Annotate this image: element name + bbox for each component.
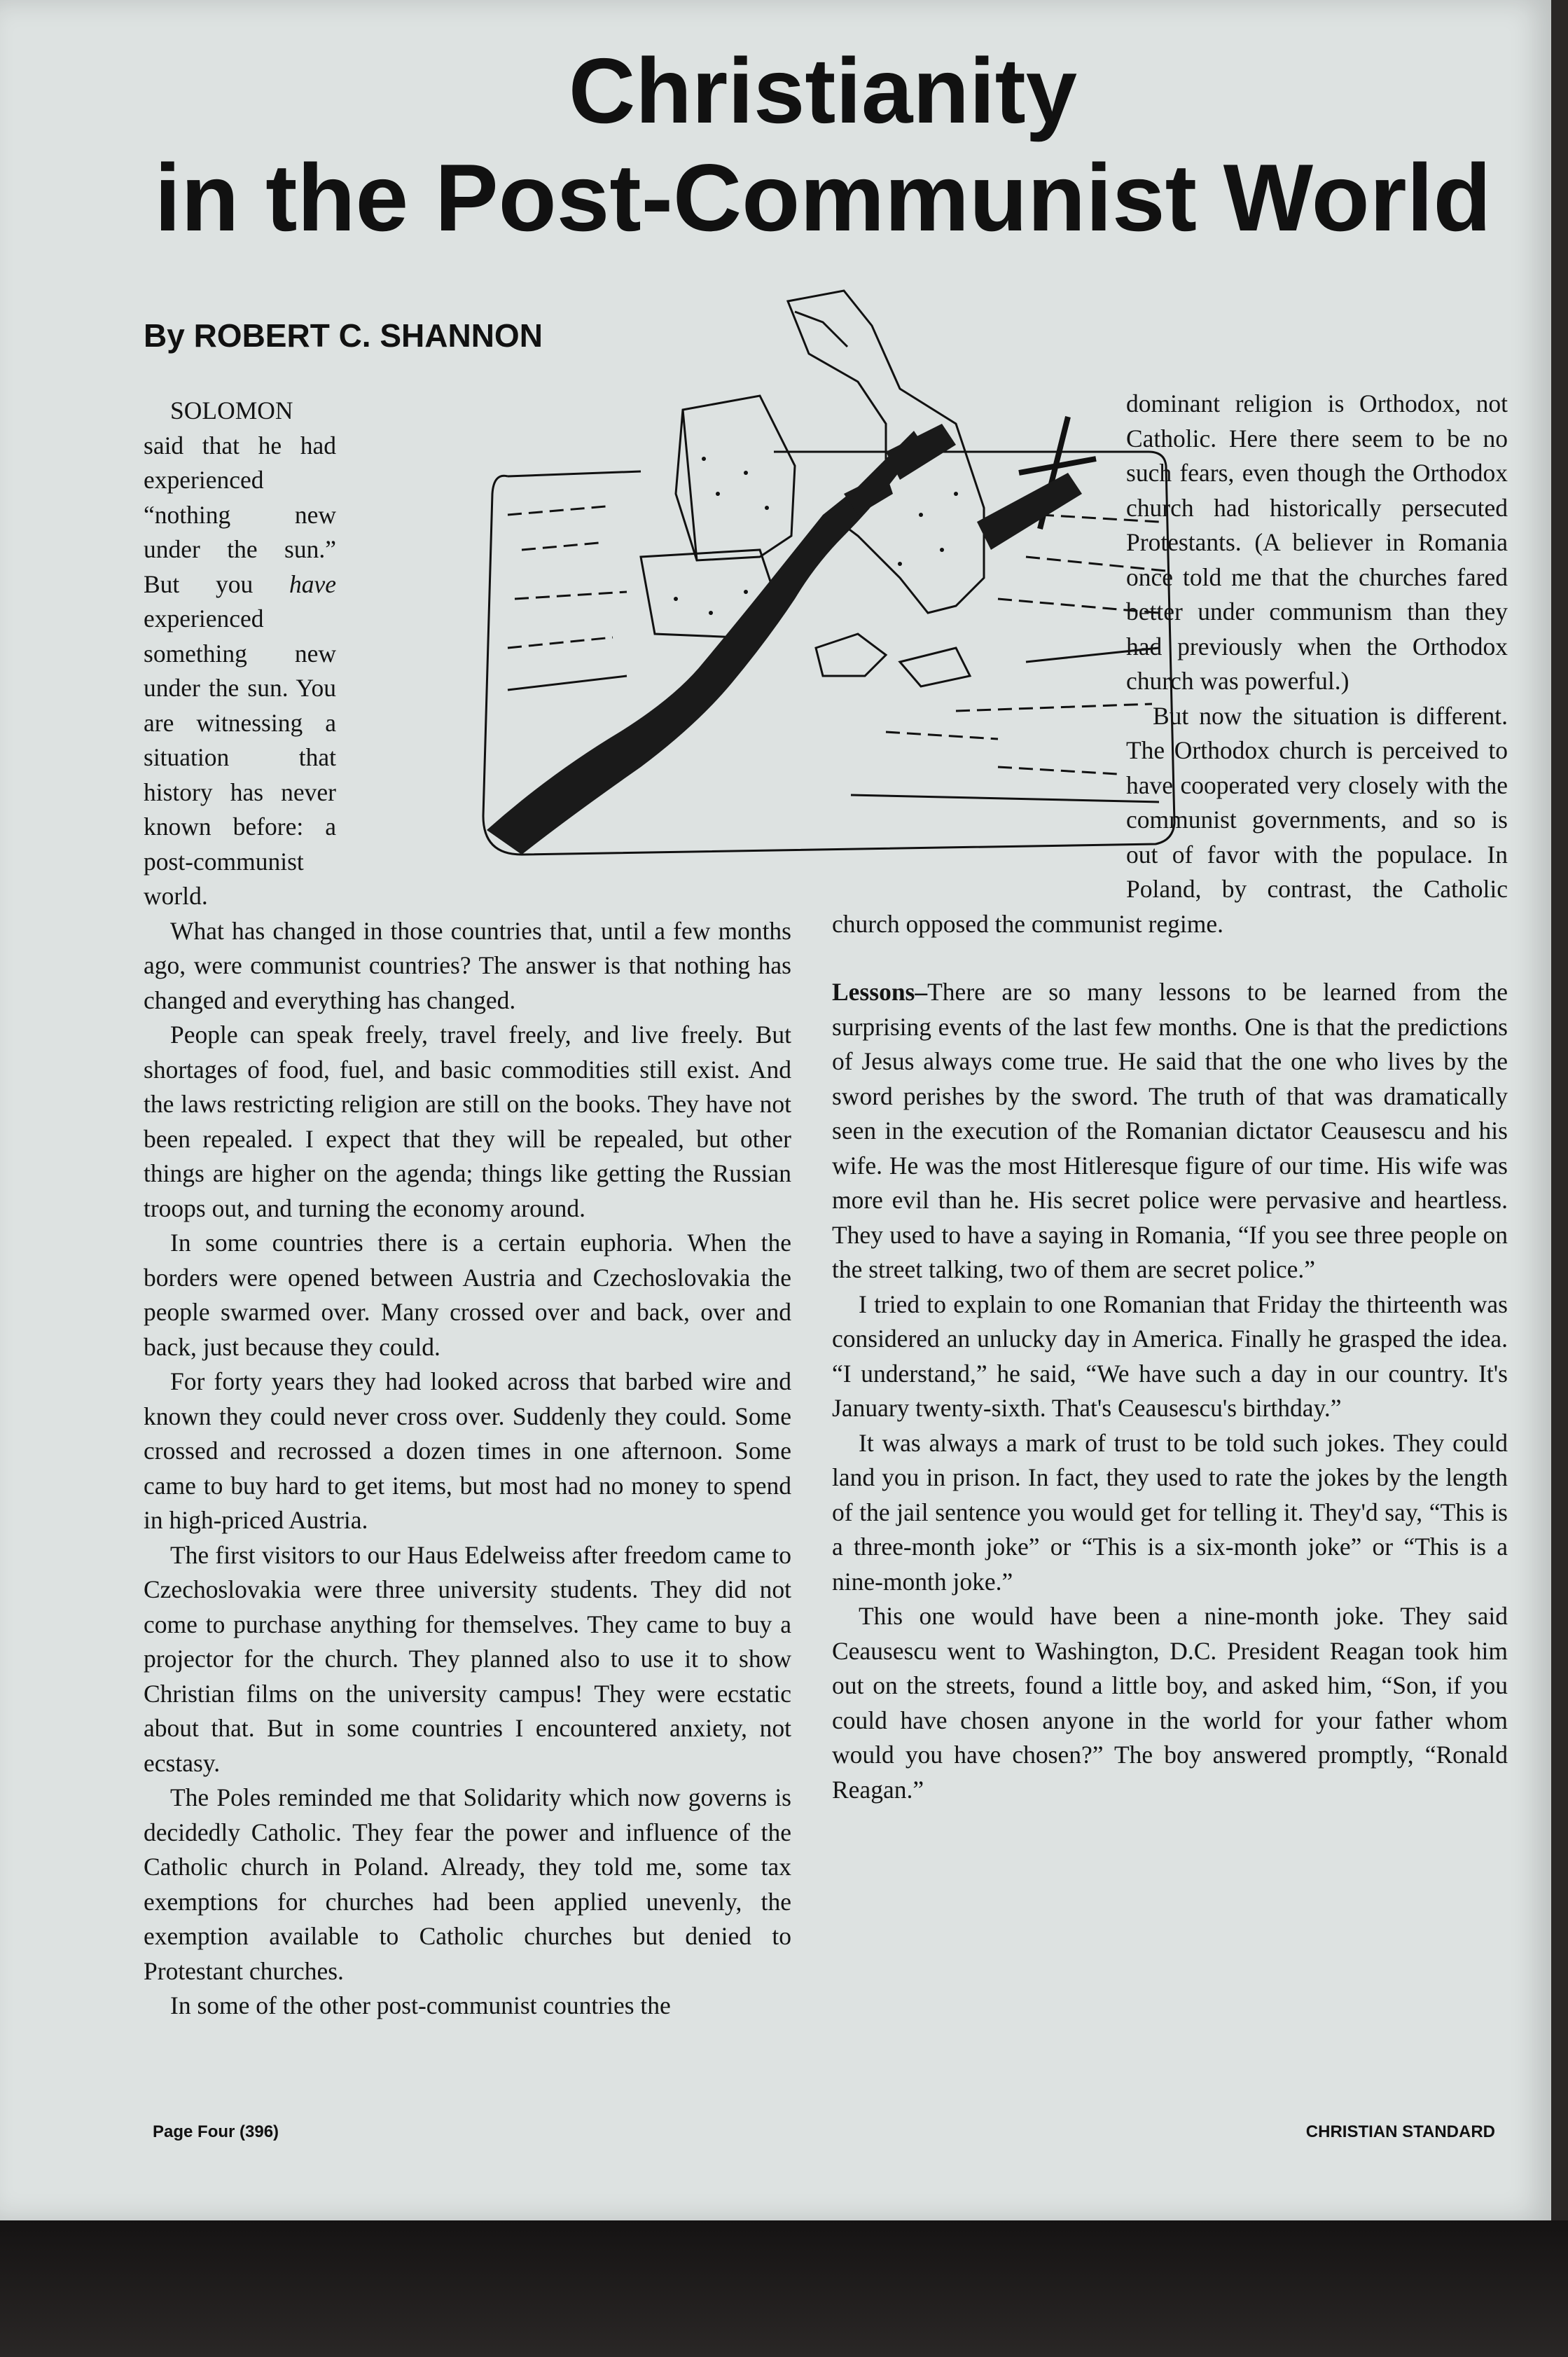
paragraph-10: But now the situation is different. The Orthodox church is perceived to have cooperated very closely with the communist governments, and so is out of favor with the populace. In Poland, by contrast, the Catholic church opposed the communist regime. (832, 701, 1508, 938)
paragraph-12: I tried to explain to one Romanian that Friday the thirteenth was considered an unlucky day in America. Finally he grasped the idea. “I understand,” he said, “We have such a day in our country. It's January twenty-sixth. That's Ceausescu's birthday.” (832, 1290, 1508, 1422)
right-column (832, 387, 1508, 1807)
paragraph-1: SOLOMON said that he had experienced “nothing new under the sun.” But you have experienced something new under the sun. You are witnessing a situation that history has never known before: a post-communist world. (144, 396, 336, 910)
publication-name: CHRISTIAN STANDARD (1305, 2122, 1495, 2141)
paragraph-7: The Poles reminded me that Solidarity which now governs is decidedly Catholic. They fear the power and influence of the Catholic church in Poland. Already, they told me, some tax exemptions for churches had been applied unevenly, the exemption available to Catholic churches but denied to Protestant churches. (144, 1783, 791, 1985)
paragraph-9: dominant religion is Orthodox, not Catholic. Here there seem to be no such fears, even though the Orthodox church had historically persecuted Protestants. (A believer in Romania once told me that the churches fared better under communism than they had previously when the Orthodox church was powerful.) (1126, 389, 1508, 695)
paragraph-2: What has changed in those countries that, until a few months ago, were communist countries? The answer is that nothing has changed and everything has changed. (144, 916, 791, 1014)
paragraph-8: In some of the other post-communist countries the (170, 1991, 671, 2019)
article-title-line-2: in the Post-Communist World (154, 144, 1492, 251)
paragraph-11: Lessons–There are so many lessons to be learned from the surprising events of the last few months. One is that the predictions of Jesus always come true. He said that the one who lives by the sword perishes by the sword. The truth of that was dramatically seen in the execution of the Romanian dictator Ceausescu and his wife. He was the most Hitleresque figure of our time. His wife was more evil than he. His secret police were pervasive and heartless. They used to have a saying in Romania, “If you see three people on the street talking, two of them are secret police.” (832, 978, 1508, 1283)
paragraph-3: People can speak freely, travel freely, and live freely. But shortages of food, fuel, and basic commodities still exist. And the laws restricting religion are still on the books. They have not been repealed. I expect that they will be repealed, but other things are higher on the agenda; things like getting the Russian troops out, and turning the economy around. (144, 1021, 791, 1222)
paragraph-13: It was always a mark of trust to be told such jokes. They could land you in prison. In fact, they used to rate the jokes by the length of the jail sentence you would get for telling it. They'd say, “This is a three-month joke” or “This is a six-month joke” or “This is a nine-month joke.” (832, 1428, 1508, 1596)
paragraph-6: The first visitors to our Haus Edelweiss after freedom came to Czechoslovakia were three university students. They did not come to purchase anything for themselves. They came to buy a projector for the church. They planned also to use it to show Christian films on the university campus! They were ecstatic about that. But in some countries I encountered anxiety, not ecstasy. (144, 1540, 791, 1777)
page-number: Page Four (396) (153, 2122, 279, 2141)
paragraph-5: For forty years they had looked across that barbed wire and known they could never cross over. Suddenly they could. Some crossed and recrossed a dozen times in one afternoon. Some came to buy hard to get items, but most had no money to spend in high-priced Austria. (144, 1367, 791, 1534)
illustration-wrap-space (832, 387, 1126, 898)
scan-background (0, 2220, 1568, 2357)
paragraph-4: In some countries there is a certain euphoria. When the borders were opened between Austria and Czechoslovakia the people swarmed over. Many crossed over and back, over and back, just because they could. (144, 1229, 791, 1361)
article-title-line-1: Christianity (568, 39, 1078, 142)
byline: By ROBERT C. SHANNON (144, 317, 543, 354)
paragraph-14: This one would have been a nine-month joke. They said Ceausescu went to Washington, D.C. President Reagan took him out on the streets, found a little boy, and asked him, “Son, if you could have chosen anyone in the world for your father whom would you have chosen?” The boy answered promptly, “Ronald Reagan.” (832, 1602, 1508, 1804)
left-column (144, 394, 791, 2024)
section-head-lessons: Lessons– (832, 978, 928, 1006)
illustration-wrap-space (336, 394, 791, 884)
